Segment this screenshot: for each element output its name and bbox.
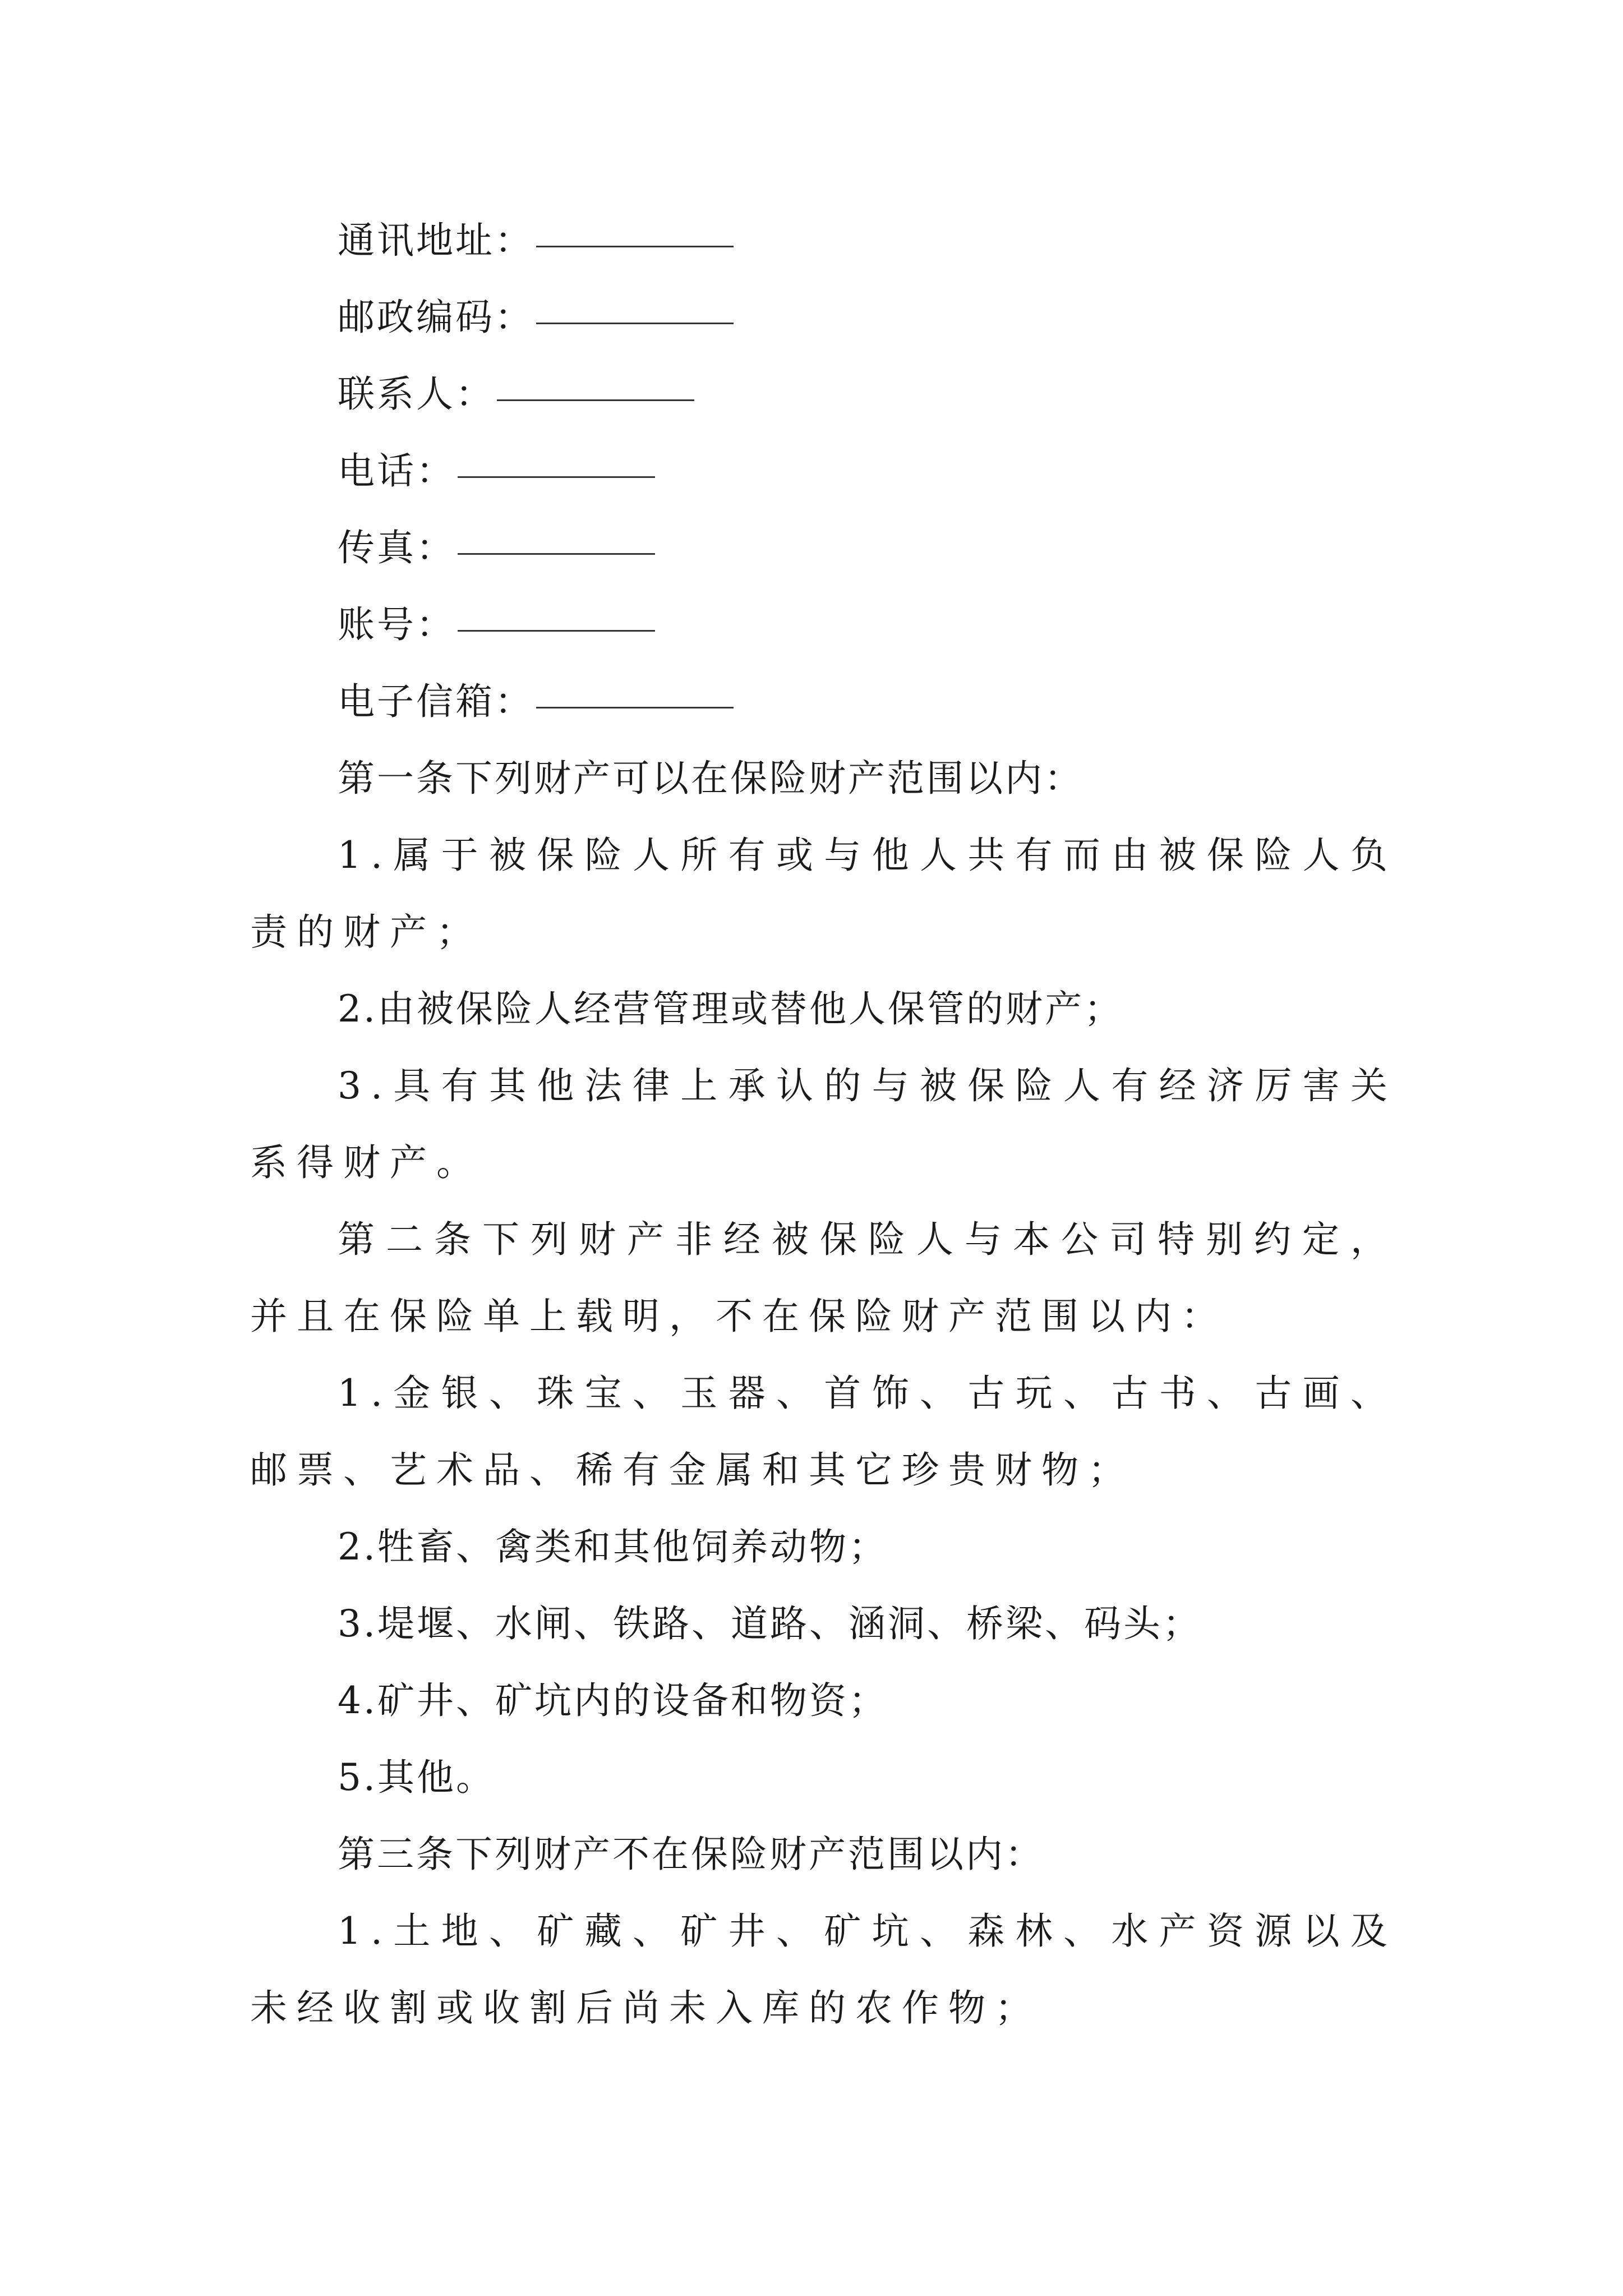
contact-person-field: [250, 356, 1397, 432]
address-field: [250, 202, 1397, 279]
article3-title: 第三条下列财产不在保险财产范围以内：: [338, 1833, 1044, 1876]
account-label: 账号：: [338, 603, 455, 646]
article2-item5: 5.其他。: [338, 1756, 495, 1799]
article1-item2: 2.由被保险人经营管理或替他人保管的财产；: [338, 987, 1123, 1030]
email-blank: [536, 707, 734, 708]
phone-field: [250, 432, 1397, 509]
article2-item4: 4.矿井、矿坑内的设备和物资；: [338, 1679, 888, 1722]
article2-item3: 3.堤堰、水闸、铁路、道路、涵洞、桥梁、码头；: [338, 1602, 1202, 1645]
article1-title: 第一条下列财产可以在保险财产范围以内：: [338, 757, 1083, 800]
article2-title: 第二条下列财产非经被保险人与本公司特别约定，并且在保险单上载明，不在保险财产范围以内：: [250, 1218, 1397, 1338]
fax-field: [250, 509, 1397, 586]
contact-person-label: 联系人：: [338, 372, 495, 416]
phone-label: 电话：: [338, 449, 455, 493]
contact-person-blank: [497, 399, 694, 401]
fax-label: 传真：: [338, 526, 455, 569]
postcode-field: [250, 279, 1397, 356]
postcode-blank: [536, 323, 734, 324]
phone-blank: [458, 476, 655, 478]
email-field: [250, 663, 1397, 740]
account-blank: [458, 630, 655, 632]
email-label: 电子信箱：: [338, 680, 534, 723]
document-body: [250, 202, 1397, 2046]
postcode-label: 邮政编码：: [338, 296, 534, 339]
address-blank: [536, 246, 734, 247]
article2-item2: 2.牲畜、禽类和其他饲养动物；: [338, 1525, 888, 1568]
article1-item3: 3.具有其他法律上承认的与被保险人有经济厉害关系得财产。: [250, 1064, 1397, 1184]
fax-blank: [458, 553, 655, 555]
article3-item1: 1.土地、矿藏、矿井、矿坑、森林、水产资源以及未经收割或收割后尚未入库的农作物；: [250, 1910, 1397, 2030]
article1-item1: 1.属于被保险人所有或与他人共有而由被保险人负责的财产；: [250, 834, 1397, 954]
article2-item1: 1.金银、珠宝、玉器、首饰、古玩、古书、古画、邮票、艺术品、稀有金属和其它珍贵财物；: [250, 1372, 1397, 1492]
address-label: 通讯地址：: [338, 219, 534, 262]
account-field: [250, 586, 1397, 663]
